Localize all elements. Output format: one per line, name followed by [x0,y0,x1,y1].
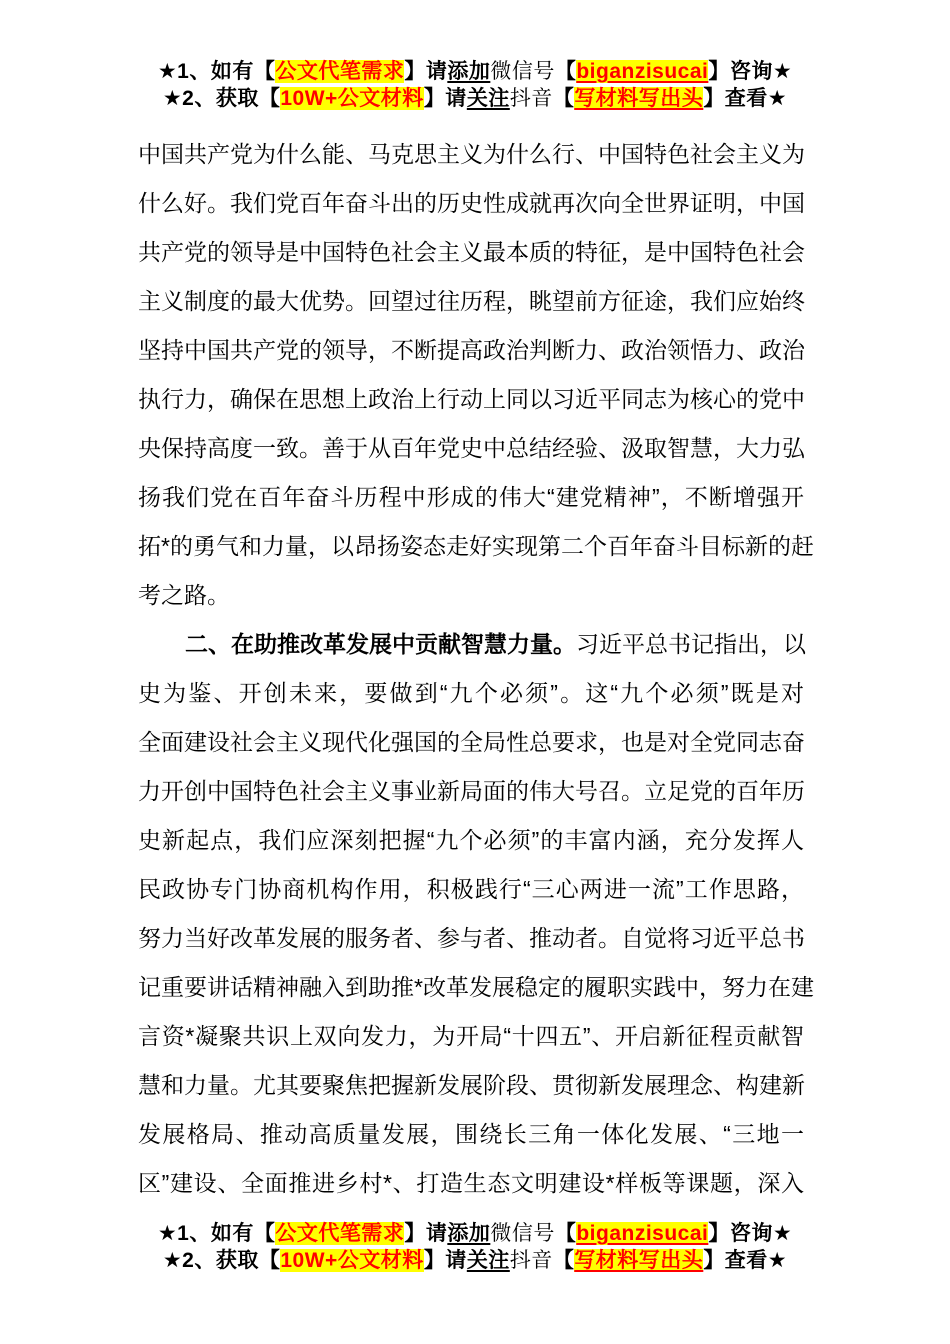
promo-text: 】咨询★ [708,1222,793,1245]
footer-promo-line-1 [0,1220,950,1247]
footer-promo [0,1220,950,1274]
body-line: 区”建设、全面推进乡村*、打造生态文明建设*样板等课题，深入 [138,1170,804,1196]
promo-highlight-wechat-id: biganzisucai [576,1222,709,1245]
body-line: 执行力，确保在思想上政治上行动上同以习近平同志为核心的党中 [138,386,805,412]
promo-highlight-douyin-name: 写材料写出头 [574,87,704,110]
body-line: 力开创中国特色社会主义事业新局面的伟大号召。立足党的百年历 [138,778,805,804]
promo-highlight: 10W+公文材料 [280,87,424,110]
footer-promo-line-2 [0,1247,950,1274]
section-heading: 二、在助推改革发展中贡献智慧力量。 [185,631,576,657]
promo-underlined-text: 关注 [466,87,510,110]
promo-text: 微信号 [490,1222,555,1245]
promo-underlined-text: 添加 [447,60,491,83]
body-line: 全面建设社会主义现代化强国的全局性总要求，也是对全党同志奋 [138,729,805,755]
promo-highlight-douyin-name: 写材料写出头 [574,1249,704,1272]
promo-text: 】请 [423,1249,467,1272]
promo-text: 抖音 [509,1249,553,1272]
promo-text: ★1、如有【 [157,1222,276,1245]
promo-text: 【 [554,60,577,83]
body-line: 史为鉴、开创未来，要做到“九个必须”。这“九个必须”既是对 [138,680,804,706]
body-line: 坚持中国共产党的领导，不断提高政治判断力、政治领悟力、政治 [138,337,805,363]
promo-text: 】咨询★ [708,60,793,83]
promo-text: 】请 [404,1222,448,1245]
promo-text: 【 [554,1222,577,1245]
promo-text: 【 [552,1249,575,1272]
body-line: 努力当好改革发展的服务者、参与者、推动者。自觉将习近平总书 [138,925,805,951]
promo-text: 抖音 [509,87,553,110]
body-line: 中国共产党为什么能、马克思主义为什么行、中国特色社会主义为 [138,141,805,167]
body-line: 什么好。我们党百年奋斗出的历史性成就再次向全世界证明，中国 [138,190,805,216]
promo-text: 】查看★ [703,87,788,110]
body-line: 共产党的领导是中国特色社会主义最本质的特征，是中国特色社会 [138,239,805,265]
promo-highlight: 公文代笔需求 [275,1222,405,1245]
promo-highlight: 10W+公文材料 [280,1249,424,1272]
promo-text: 】请 [404,60,448,83]
body-line: 言资*凝聚共识上双向发力，为开局“十四五”、开启新征程贡献智 [138,1023,804,1049]
promo-highlight: 公文代笔需求 [275,60,405,83]
body-line: 扬我们党在百年奋斗历程中形成的伟大“建党精神”，不断增强开 [138,484,804,510]
body-line: 发展格局、推动高质量发展，围绕长三角一体化发展、“三地一 [138,1121,804,1147]
promo-highlight-wechat-id: biganzisucai [576,60,709,83]
header-promo-line-1 [0,58,950,85]
promo-text: 微信号 [490,60,555,83]
promo-text: 】查看★ [703,1249,788,1272]
promo-underlined-text: 关注 [466,1249,510,1272]
body-line: 央保持高度一致。善于从百年党史中总结经验、汲取智慧，大力弘 [138,435,805,461]
promo-text: ★2、获取【 [162,87,281,110]
body-line: 考之路。 [138,582,230,608]
body-line: 民政协专门协商机构作用，积极践行“三心两进一流”工作思路， [138,876,804,902]
header-promo [0,0,950,112]
promo-text: 】请 [423,87,467,110]
document-body [0,130,814,1208]
promo-text: ★2、获取【 [162,1249,281,1272]
body-line: 二、在助推改革发展中贡献智慧力量。习近平总书记指出，以 [185,631,806,657]
header-promo-line-2 [0,85,950,112]
promo-underlined-text: 添加 [447,1222,491,1245]
body-line: 史新起点，我们应深刻把握“九个必须”的丰富内涵，充分发挥人 [138,827,804,853]
body-line: 慧和力量。尤其要聚焦把握新发展阶段、贯彻新发展理念、构建新 [138,1072,805,1098]
promo-text: ★1、如有【 [157,60,276,83]
body-line: 记重要讲话精神融入到助推*改革发展稳定的履职实践中，努力在建 [138,974,814,1000]
promo-text: 【 [552,87,575,110]
body-line: 拓*的勇气和力量，以昂扬姿态走好实现第二个百年奋斗目标新的赶 [138,533,814,559]
body-line: 主义制度的最大优势。回望过往历程，眺望前方征途，我们应始终 [138,288,805,314]
